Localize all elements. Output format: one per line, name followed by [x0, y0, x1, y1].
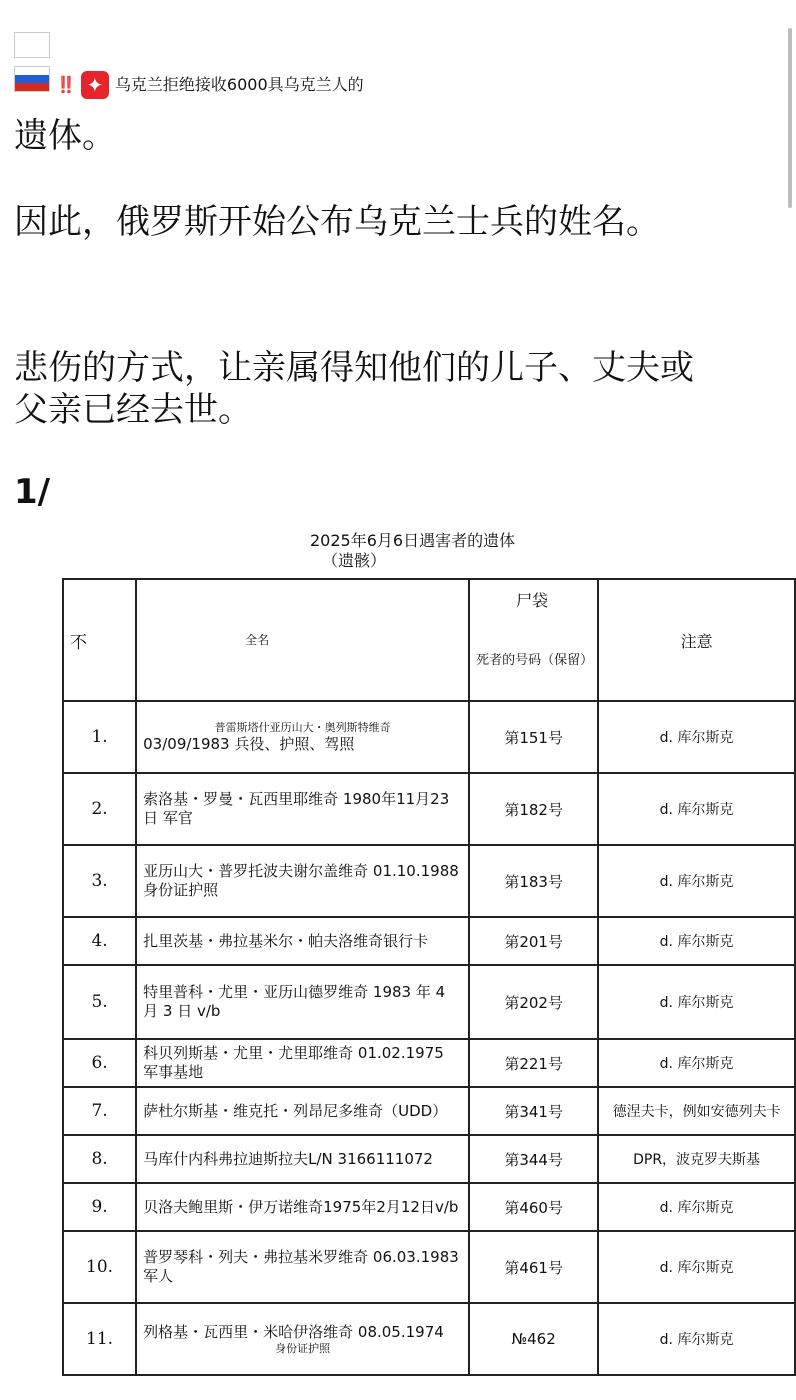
page-marker: 1/	[14, 472, 51, 512]
table-row	[63, 1303, 795, 1375]
row-number: 1.	[63, 701, 136, 773]
row-bag: 第201号	[469, 917, 598, 965]
row-name	[136, 773, 469, 845]
row-bag: 第183号	[469, 845, 598, 917]
table-row	[63, 1087, 795, 1135]
table-row	[63, 1039, 795, 1087]
document-title: 2025年6月6日遇害者的遗体	[310, 531, 516, 550]
table-row	[63, 845, 795, 917]
row-name-text: 扎里茨基・弗拉基米尔・帕夫洛维奇银行卡	[143, 931, 429, 950]
row-note: d. 库尔斯克	[598, 701, 795, 773]
headline	[14, 24, 774, 66]
row-note: d. 库尔斯克	[598, 773, 795, 845]
row-bag: 第460号	[469, 1183, 598, 1231]
post-body	[14, 24, 774, 513]
row-note: d. 库尔斯克	[598, 965, 795, 1039]
header-bag	[469, 579, 598, 701]
row-note: d. 库尔斯克	[598, 1039, 795, 1087]
row-number: 8.	[63, 1135, 136, 1183]
headline-text: 乌克兰拒绝接收6000具乌克兰人的	[114, 75, 364, 94]
row-name-text: 特里普科・尤里・亚历山德罗维奇 1983 年 4 月 3 日 v/b	[143, 983, 446, 1020]
row-number: 11.	[63, 1303, 136, 1375]
table-row	[63, 1135, 795, 1183]
header-name: 全名	[136, 579, 469, 701]
ukraine-flag-icon	[14, 32, 50, 58]
row-name	[136, 965, 469, 1039]
document-image	[0, 528, 796, 1388]
row-name-top: 普雷斯塔什亚历山大・奥列斯特维奇	[214, 720, 391, 734]
row-bag: 第461号	[469, 1231, 598, 1303]
header-bag-bottom: 死者的号码（保留）	[476, 653, 594, 668]
table-row	[63, 701, 795, 773]
row-note: d. 库尔斯克	[598, 845, 795, 917]
row-note: d. 库尔斯克	[598, 1231, 795, 1303]
row-bag: 第344号	[469, 1135, 598, 1183]
row-note: 德涅夫卡，例如安德列夫卡	[598, 1087, 795, 1135]
row-name-text: 03/09/1983 兵役、护照、驾照	[143, 734, 355, 753]
header-num: 不	[63, 579, 136, 701]
row-name	[136, 845, 469, 917]
row-name-bottom: 身份证护照	[275, 1341, 331, 1355]
row-number: 6.	[63, 1039, 136, 1087]
header-bag-top: 尸袋	[516, 591, 549, 610]
row-note: DPR，波克罗夫斯基	[598, 1135, 795, 1183]
row-name-text: 索洛基・罗曼・瓦西里耶维奇 1980年11月23日 军官	[143, 790, 450, 827]
paragraph-2-line-2: 父亲已经去世。	[14, 390, 252, 430]
table-row	[63, 965, 795, 1039]
row-name	[136, 1087, 469, 1135]
table-header-row	[63, 579, 795, 701]
row-number: 4.	[63, 917, 136, 965]
row-number: 5.	[63, 965, 136, 1039]
row-note: d. 库尔斯克	[598, 917, 795, 965]
row-name-text: 列格基・瓦西里・米哈伊洛维奇 08.05.1974	[143, 1322, 444, 1341]
row-name-text: 科贝列斯基・尤里・尤里耶维奇 01.02.1975 军事基地	[143, 1044, 444, 1081]
row-number: 2.	[63, 773, 136, 845]
row-name	[136, 1135, 469, 1183]
headline-continuation: 遗体。	[14, 116, 116, 156]
siren-icon: ✦	[81, 71, 109, 99]
row-name-text: 亚历山大・普罗托波夫谢尔盖维奇 01.10.1988 身份证护照	[143, 862, 459, 899]
row-bag: №462	[469, 1303, 598, 1375]
row-name	[136, 1231, 469, 1303]
row-name	[136, 701, 469, 773]
row-number: 10.	[63, 1231, 136, 1303]
table-row	[63, 917, 795, 965]
row-name-text: 普罗琴科・列夫・弗拉基米罗维奇 06.03.1983 军人	[143, 1248, 459, 1285]
table-row	[63, 1231, 795, 1303]
paragraph-1: 因此，俄罗斯开始公布乌克兰士兵的姓名。	[14, 202, 660, 242]
row-bag: 第182号	[469, 773, 598, 845]
document-subtitle: （遗骸）	[322, 551, 387, 570]
scrollbar[interactable]	[788, 28, 792, 208]
header-note: 注意	[598, 579, 795, 701]
row-note: d. 库尔斯克	[598, 1303, 795, 1375]
row-name	[136, 917, 469, 965]
row-number: 3.	[63, 845, 136, 917]
row-number: 9.	[63, 1183, 136, 1231]
row-name	[136, 1039, 469, 1087]
row-number: 7.	[63, 1087, 136, 1135]
row-bag: 第151号	[469, 701, 598, 773]
row-name	[136, 1183, 469, 1231]
row-name-text: 马库什内科弗拉迪斯拉夫L/N 3166111072	[143, 1149, 433, 1168]
row-name	[136, 1303, 469, 1375]
table-row	[63, 773, 795, 845]
remains-table	[62, 578, 796, 1376]
row-bag: 第221号	[469, 1039, 598, 1087]
row-bag: 第341号	[469, 1087, 598, 1135]
row-bag: 第202号	[469, 965, 598, 1039]
russia-flag-icon	[14, 66, 50, 92]
table-row	[63, 1183, 795, 1231]
double-exclamation-icon: ‼️	[56, 75, 73, 94]
row-name-text: 萨杜尔斯基・维克托・列昂尼多维奇（UDD）	[143, 1101, 448, 1120]
row-note: d. 库尔斯克	[598, 1183, 795, 1231]
paragraph-2-line-1: 悲伤的方式，让亲属得知他们的儿子、丈夫或	[14, 348, 694, 388]
row-name-text: 贝洛夫鲍里斯・伊万诺维奇1975年2月12日v/b	[143, 1197, 459, 1216]
